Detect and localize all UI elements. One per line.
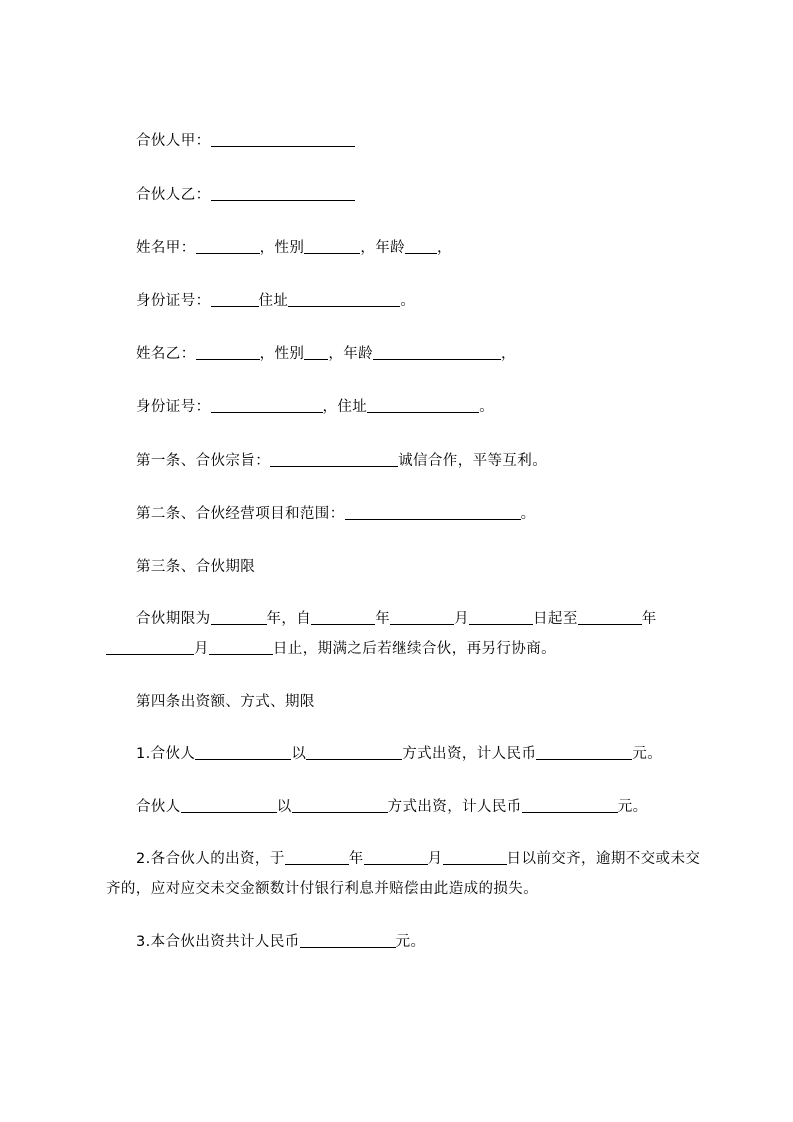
paragraph-text: 日起至	[533, 611, 578, 627]
paragraph	[136, 392, 702, 422]
paragraph-text: ，年龄	[328, 346, 374, 362]
paragraph-text: 。	[520, 506, 536, 522]
paragraph-text: 元。	[395, 934, 426, 950]
paragraph-text: 月	[194, 641, 209, 657]
fill-in-blank	[106, 637, 194, 655]
fill-in-blank	[304, 236, 360, 254]
fill-in-blank	[292, 795, 388, 813]
paragraph-text: 第四条出资额、方式、期限	[136, 694, 315, 710]
fill-in-blank	[196, 236, 260, 254]
fill-in-blank	[211, 183, 355, 201]
paragraph-text: 年	[375, 611, 391, 627]
paragraph-text: 身份证号：	[136, 293, 211, 309]
fill-in-blank	[311, 607, 375, 625]
fill-in-blank	[469, 607, 533, 625]
paragraph-text: 年	[348, 851, 364, 867]
paragraph-text: 身份证号：	[136, 399, 211, 415]
paragraph-text: 以	[276, 799, 292, 815]
paragraph	[136, 927, 702, 957]
paragraph-text: 日以前交齐，逾期不交或未交齐的，应对应交未交金额数计付银行利息并赔偿由此造成的损失。	[106, 851, 701, 897]
paragraph-text: ，性别	[259, 346, 305, 362]
paragraph-text: 元。	[617, 799, 648, 815]
paragraph-text: 第一条、合伙宗旨：	[136, 453, 271, 469]
paragraph-text: 方式出资，计人民币	[387, 799, 522, 815]
fill-in-blank	[536, 742, 632, 760]
paragraph-text: 合伙人乙：	[136, 187, 211, 203]
paragraph	[106, 844, 702, 904]
paragraph-text: 住址	[258, 293, 289, 309]
paragraph	[136, 286, 702, 316]
paragraph	[136, 233, 702, 263]
paragraph-text: 1.合伙人	[136, 746, 196, 762]
paragraph-text: 年，自	[266, 611, 312, 627]
fill-in-blank	[211, 607, 267, 625]
fill-in-blank	[300, 930, 396, 948]
fill-in-blank	[181, 795, 277, 813]
paragraph-text: 合伙人	[136, 799, 181, 815]
paragraph	[136, 126, 702, 156]
fill-in-blank	[288, 289, 400, 307]
paragraph-text: 合伙人甲：	[136, 133, 211, 149]
paragraph-text: 诚信合作，平等互利。	[398, 453, 548, 469]
paragraph-text: 。	[400, 293, 416, 309]
fill-in-blank	[306, 742, 402, 760]
paragraph	[136, 339, 702, 369]
paragraph-text: 第三条、合伙期限	[136, 559, 256, 575]
fill-in-blank	[304, 342, 328, 360]
paragraph	[136, 446, 702, 476]
fill-in-blank	[367, 395, 479, 413]
paragraph	[136, 499, 702, 529]
paragraph-text: 姓名甲：	[136, 240, 196, 256]
paragraph-text: 3.本合伙出资共计人民币	[136, 934, 300, 950]
paragraph-text: ，性别	[259, 240, 305, 256]
fill-in-blank	[443, 847, 507, 865]
fill-in-blank	[373, 342, 501, 360]
paragraph	[136, 552, 702, 582]
paragraph-text: 方式出资，计人民币	[402, 746, 537, 762]
paragraph	[136, 792, 702, 822]
fill-in-blank	[211, 129, 355, 147]
paragraph-text: 2.各合伙人的出资，于	[136, 851, 285, 867]
paragraph	[136, 687, 702, 717]
paragraph-text: 元。	[632, 746, 663, 762]
fill-in-blank	[196, 342, 260, 360]
fill-in-blank	[522, 795, 618, 813]
paragraph	[136, 180, 702, 210]
paragraph-text: ，	[437, 240, 452, 256]
paragraph-text: 第二条、合伙经营项目和范围：	[136, 506, 345, 522]
paragraph	[106, 604, 702, 664]
paragraph-text: ，	[501, 346, 516, 362]
fill-in-blank	[364, 847, 428, 865]
fill-in-blank	[270, 449, 398, 467]
fill-in-blank	[195, 742, 291, 760]
fill-in-blank	[211, 395, 323, 413]
paragraph-text: 月	[427, 851, 443, 867]
paragraph	[136, 739, 702, 769]
fill-in-blank	[390, 607, 454, 625]
paragraph-text: 以	[291, 746, 307, 762]
paragraph-text: 月	[454, 611, 470, 627]
fill-in-blank	[211, 289, 259, 307]
paragraph-text: ，年龄	[360, 240, 406, 256]
fill-in-blank	[405, 236, 437, 254]
fill-in-blank	[209, 637, 273, 655]
paragraph-text: ，住址	[322, 399, 368, 415]
fill-in-blank	[345, 502, 521, 520]
paragraph-text: 。	[479, 399, 495, 415]
fill-in-blank	[578, 607, 642, 625]
paragraph-text: 年	[641, 611, 657, 627]
paragraph-text: 合伙期限为	[136, 611, 211, 627]
paragraph-text: 姓名乙：	[136, 346, 196, 362]
paragraph-text: 日止，期满之后若继续合伙，再另行协商。	[272, 641, 557, 657]
fill-in-blank	[285, 847, 349, 865]
